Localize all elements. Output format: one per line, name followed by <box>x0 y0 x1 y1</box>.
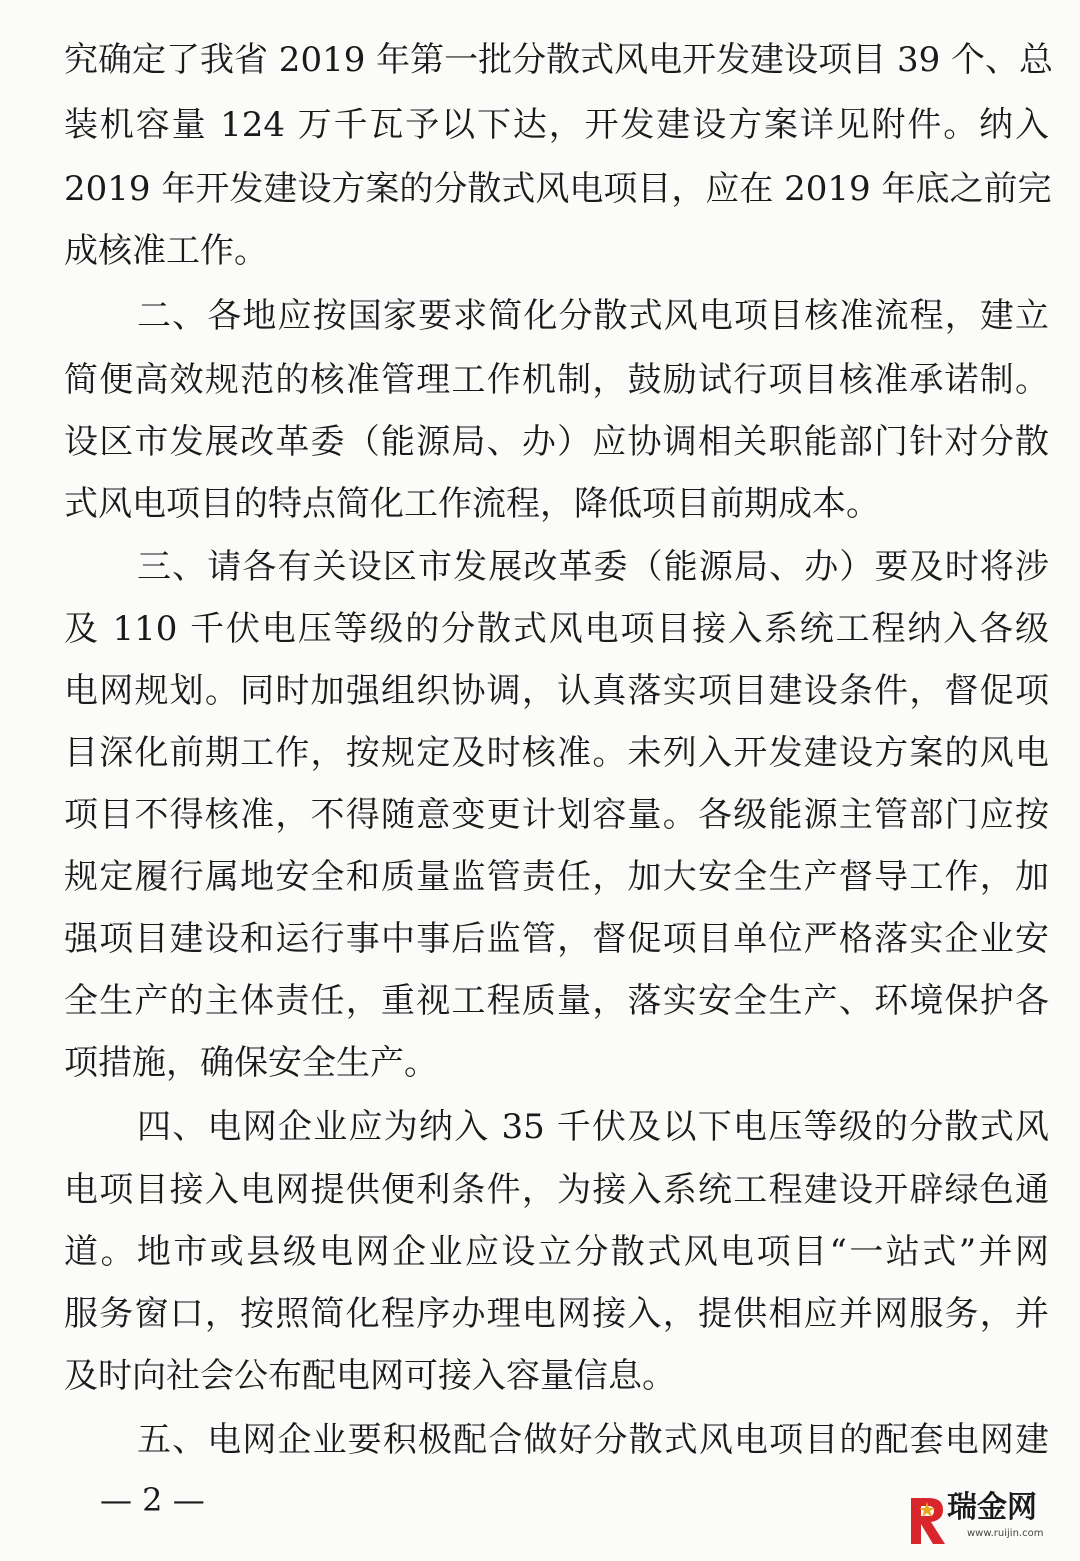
page-number: — 2 — <box>100 1481 205 1519</box>
watermark-brand: 瑞金网 <box>947 1490 1037 1525</box>
text-line: 设区市发展改革委（能源局、办）应协调相关职能部门针对分散 <box>64 422 1049 462</box>
text-line: 2019 年开发建设方案的分散式风电项目，应在 2019 年底之前完 <box>64 169 1052 209</box>
text-line: 服务窗口，按照简化程序办理电网接入，提供相应并网服务，并 <box>64 1294 1049 1334</box>
text-line: 式风电项目的特点简化工作流程，降低项目前期成本。 <box>64 484 880 524</box>
text-line: 规定履行属地安全和质量监管责任，加大安全生产督导工作，加 <box>64 857 1049 897</box>
text-line: 成核准工作。 <box>64 231 268 271</box>
paragraph-start: 二、各地应按国家要求简化分散式风电项目核准流程，建立 <box>137 296 1049 336</box>
text-line: 目深化前期工作，按规定及时核准。未列入开发建设方案的风电 <box>64 733 1049 773</box>
text-line: 简便高效规范的核准管理工作机制，鼓励试行项目核准承诺制。 <box>64 360 1049 400</box>
paragraph-start: 三、请各有关设区市发展改革委（能源局、办）要及时将涉 <box>137 547 1049 587</box>
text-line: 装机容量 124 万千瓦予以下达，开发建设方案详见附件。纳入 <box>64 105 1049 145</box>
text-line: 电网规划。同时加强组织协调，认真落实项目建设条件，督促项 <box>64 671 1049 711</box>
watermark-url: www.ruijin.com <box>967 1528 1044 1539</box>
text-line: 强项目建设和运行事中事后监管，督促项目单位严格落实企业安 <box>64 919 1049 959</box>
text-line: 电项目接入电网提供便利条件，为接入系统工程建设开辟绿色通 <box>64 1170 1049 1210</box>
paragraph-start: 五、电网企业要积极配合做好分散式风电项目的配套电网建 <box>137 1420 1049 1460</box>
text-line: 及时向社会公布配电网可接入容量信息。 <box>64 1356 676 1396</box>
paragraph-start: 四、电网企业应为纳入 35 千伏及以下电压等级的分散式风 <box>137 1107 1049 1147</box>
text-line: 全生产的主体责任，重视工程质量，落实安全生产、环境保护各 <box>64 981 1049 1021</box>
text-line: 道。地市或县级电网企业应设立分散式风电项目“一站式”并网 <box>64 1232 1049 1272</box>
ruijin-logo-icon <box>905 1488 949 1548</box>
text-line: 项目不得核准，不得随意变更计划容量。各级能源主管部门应按 <box>64 795 1049 835</box>
text-line: 项措施，确保安全生产。 <box>64 1043 438 1083</box>
watermark <box>905 1488 1070 1550</box>
text-line: 究确定了我省 2019 年第一批分散式风电开发建设项目 39 个、总 <box>64 40 1054 80</box>
text-line: 及 110 千伏电压等级的分散式风电项目接入系统工程纳入各级 <box>64 609 1049 649</box>
